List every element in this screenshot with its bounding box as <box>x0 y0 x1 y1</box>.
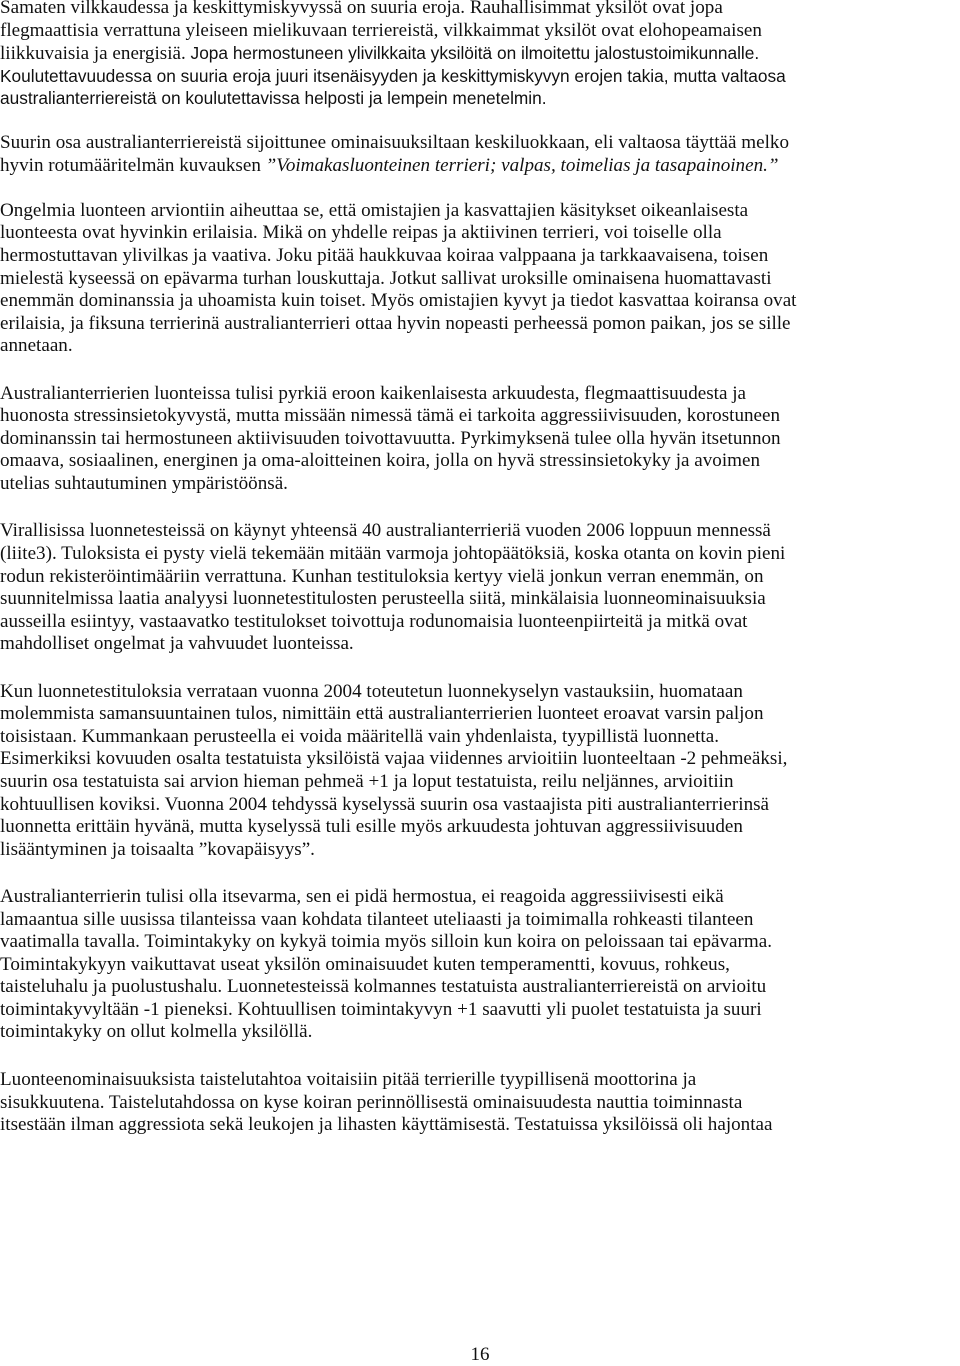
text-line: vaatimalla tavalla. Toimintakyky on kykyä toimia myös silloin kun koira on peloissaan tai epävarma. <box>0 931 772 953</box>
paragraph-gap <box>0 177 960 200</box>
paragraph-desired-temperament <box>0 383 960 496</box>
text-line: flegmaattisia verrattuna yleiseen mielikuvaan terriereistä, vilkkaimmat yksilöt ovat elohopeamaisen <box>0 19 762 41</box>
text-line: itsestään ilman aggressiota sekä leukojen ja lihasten käyttämisestä. Testatuissa yksilöissä oli hajontaa <box>0 1114 773 1136</box>
text-line: taisteluhalu ja puolustushalu. Luonnetesteissä kolmannes testatuista australianterriereistä on arvioitu <box>0 976 767 998</box>
text-line: luonnetta erittäin hyvänä, mutta kyselyssä tuli esille myös arkuudesta johtuvan aggressiivisuuden <box>0 816 743 838</box>
text-line: kohtuullisen koviksi. Vuonna 2004 tehdyssä kyselyssä suurin osa vastaajista piti australianterrierinsä <box>0 793 770 815</box>
text-line: dominanssin tai hermostuneen aktiivisuuden toivottavuutta. Pyrkimyksenä tulee olla hyvän itsetunnon <box>0 427 781 449</box>
text-line-sans: australianterriereistä on koulutettavissa helposti ja lempein menetelmin. <box>0 88 547 109</box>
text-line: (liite3). Tuloksista ei pysty vielä tekemään mitään varmoja johtopäätöksiä, koska otanta on kovin pieni <box>0 543 786 565</box>
paragraph-official-tests <box>0 520 960 655</box>
text-line: utelias suhtautuminen ympäristöönsä. <box>0 472 288 494</box>
text-line: annetaan. <box>0 335 73 357</box>
text-line: Australianterrierien luonteissa tulisi pyrkiä eroon kaikenlaisesta arkuudesta, flegmaattisuudesta ja <box>0 382 747 404</box>
text-line: Luonteenominaisuuksista taistelutahtoa voitaisiin pitää terrierille tyypillisenä moottorina ja <box>0 1068 697 1090</box>
text-line: omaava, sosiaalinen, energinen ja oma-aloitteinen koira, jolla on hyvä stressinsietokyky ja avoimen <box>0 450 761 472</box>
text-line: toimintakyvyltään -1 pieneksi. Kohtuullisen toimintakyvyn +1 saavutti yli puolet testatuista ja suuri <box>0 998 762 1020</box>
text-line: luonteesta ovat hyvinkin erilaisia. Mikä on yhdelle reipas ja aktiivinen terrieri, voi toiselle olla <box>0 222 722 244</box>
text-line: Suurin osa australianterriereistä sijoittunee ominaisuuksiltaan keskiluokkaan, eli valtaosa täyttää melko <box>0 132 789 154</box>
paragraph-gap <box>0 861 960 886</box>
text-fragment: hyvin rotumääritelmän kuvauksen <box>0 154 266 176</box>
text-line-sans: Koulutettavuudessa on suuria eroja juuri itsenäisyyden ja keskittymiskyvyn erojen takia, mutta valtaosa <box>0 65 786 86</box>
text-line: huonosta stressinsietokyvystä, mutta missään nimessä tämä ei tarkoita aggressiivisuuden, korostuneen <box>0 405 781 427</box>
paragraph-gap <box>0 495 960 520</box>
text-line <box>0 155 960 178</box>
text-line: suurin osa testatuista sai arvion hieman pehmeä +1 ja loput testatuista, reilu neljännes, arvioitiin <box>0 770 734 792</box>
text-line: erilaisia, ja fiksuna terrierinä australianterrieri ottaa hyvin nopeasti perheessä pomon paikan, jos se sille <box>0 312 791 334</box>
page-number: 16 <box>470 1344 490 1365</box>
text-line: Australianterrierin tulisi olla itsevarma, sen ei pidä hermostua, ei reagoida aggressiivisesti eikä <box>0 886 724 908</box>
text-line: mielestä kyseessä on epävarma turhan louskuttaja. Jotkut sallivat uroksille ominaisena huomattavasti <box>0 267 772 289</box>
text-line: suunnitelmissa laatia analyysi luonnetestitulosten perusteella siitä, minkälaisia luonneominaisuuksia <box>0 588 766 610</box>
text-line: molemmista samansuuntainen tulos, nimittäin että australianterrierien luonteet eroavat varsin paljon <box>0 703 764 725</box>
breed-standard-quote: ”Voimakasluonteinen terrieri; valpas, toimelias ja tasapainoinen.” <box>265 154 779 176</box>
paragraph-fighting-spirit <box>0 1069 960 1137</box>
text-line: lisääntyminen ja toisaalta ”kovapäisyys”. <box>0 838 315 860</box>
text-line <box>0 42 960 65</box>
text-line: Esimerkiksi kovuuden osalta testatuista yksilöistä vajaa viidennes arvioitiin luonteeltaan -2 pehmeäksi, <box>0 748 788 770</box>
text-line: toisistaan. Kummankaan perusteella ei voida määritellä vain yhdenlaista, tyypillistä luonnetta. <box>0 725 719 747</box>
text-line: Virallisissa luonnetesteissä on käynyt yhteensä 40 australianterrieriä vuoden 2006 loppuun mennessä <box>0 520 771 542</box>
paragraph-evaluation-problems <box>0 200 960 358</box>
text-line: enemmän dominanssia ja uhoamista kuin toiset. Myös omistajien kyvyt ja tiedot kasvattaa koiransa ovat <box>0 290 797 312</box>
paragraph-breed-standard <box>0 132 960 177</box>
text-line: hermostuttavan ylivilkas ja vaativa. Joku pitää haukkuvaa koiraa valppaana ja tarkkaavaisena, toisen <box>0 245 769 267</box>
text-line: mahdolliset ongelmat ja vahvuudet luonteissa. <box>0 633 354 655</box>
text-line: Toimintakykyyn vaikuttavat useat yksilön ominaisuudet kuten temperamentti, kovuus, rohkeus, <box>0 953 730 975</box>
paragraph-gap <box>0 1044 960 1069</box>
text-line: Samaten vilkkaudessa ja keskittymiskyvyssä on suuria eroja. Rauhallisimmat yksilöt ovat jopa <box>0 0 723 18</box>
paragraph-gap <box>0 358 960 383</box>
text-line: sisukkuutena. Taistelutahdossa on kyse koiran perinnöllisestä ominaisuudesta nauttia toiminnasta <box>0 1091 743 1113</box>
text-line: lamaantua sille uusissa tilanteissa vaan kohdata tilanteet uteliaasti ja toimimalla rohkeasti tilanteen <box>0 908 754 930</box>
paragraph-gap <box>0 110 960 133</box>
paragraph-functional-ability <box>0 886 960 1044</box>
text-line: rodun rekisteröintimääriin verrattuna. Kunhan testituloksia kertyy vielä jonkun verran enemmän, on <box>0 565 764 587</box>
text-line: ausseilla esiintyy, vastaavatko testitulokset toivottuja rodunomaisia luonteenpiirteitä ja mitkä ovat <box>0 610 748 632</box>
text-line: toimintakyky on ollut kolmella yksilöllä. <box>0 1021 313 1043</box>
paragraph-gap <box>0 656 960 681</box>
paragraph-temperament-variation <box>0 0 960 110</box>
text-line: Kun luonnetestituloksia verrataan vuonna 2004 toteutetun luonnekyselyn vastauksiin, huomataan <box>0 680 743 702</box>
text-line: Ongelmia luonteen arviontiin aiheuttaa se, että omistajien ja kasvattajien käsitykset oikeanlaisesta <box>0 199 749 221</box>
paragraph-survey-comparison <box>0 681 960 861</box>
text-fragment: liikkuvaisia ja energisiä. <box>0 43 191 65</box>
text-fragment-sans: Jopa hermostuneen ylivilkkaita yksilöitä on ilmoitettu jalostustoimikunnalle. <box>190 43 760 64</box>
